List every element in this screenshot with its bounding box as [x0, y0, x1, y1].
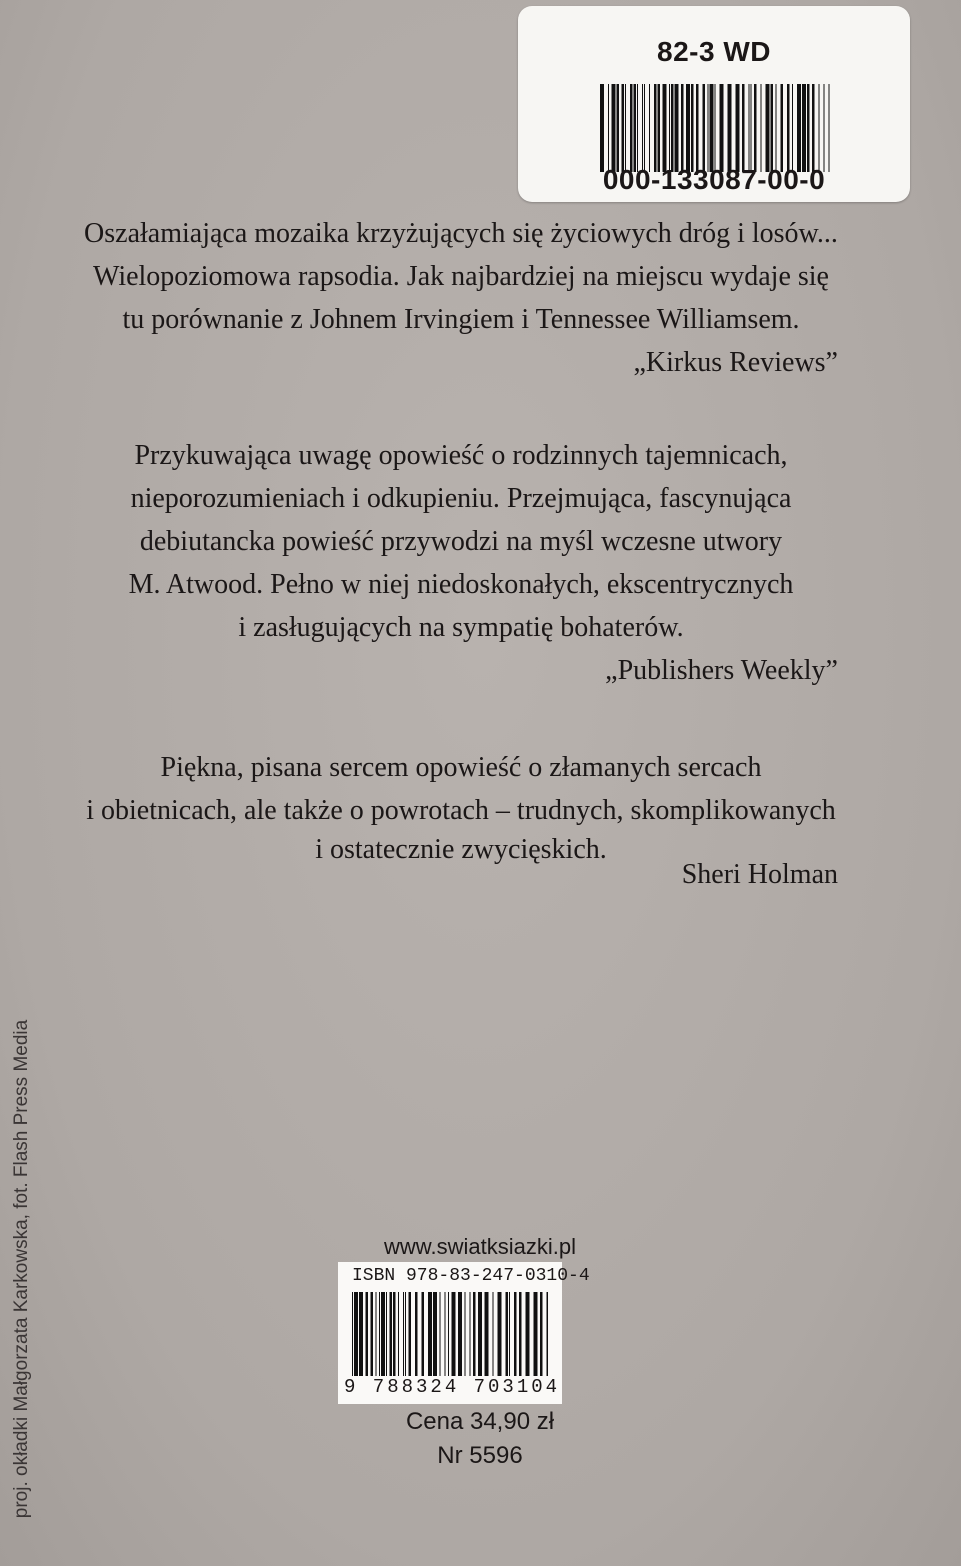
quote-line: tu porównanie z Johnem Irvingiem i Tennessee Williamsem.	[122, 304, 800, 335]
barcode-bar	[379, 1292, 380, 1376]
barcode-bar	[807, 84, 810, 172]
barcode-bar	[708, 84, 709, 172]
quote-source: „Kirkus Reviews”	[633, 347, 838, 378]
barcode-bar	[470, 1292, 471, 1376]
barcode-bar	[710, 84, 714, 172]
quote-line: Przykuwająca uwagę opowieść o rodzinnych tajemnicach,	[134, 440, 788, 471]
barcode-bar	[600, 84, 604, 172]
review-quote-publishers-weekly	[80, 434, 842, 692]
barcode-bar	[754, 84, 757, 172]
barcode-bar	[422, 1292, 425, 1376]
barcode-bar	[642, 84, 643, 172]
barcode-bar	[547, 1292, 549, 1376]
quote-line: i ostatecznie zwycięskich.	[315, 834, 607, 865]
barcode-bar	[663, 84, 667, 172]
quote-line: Wielopoziomowa rapsodia. Jak najbardziej na miejscu wydaje się	[93, 261, 829, 292]
barcode-bar	[829, 84, 830, 172]
barcode-bar	[669, 84, 670, 172]
barcode-bar	[671, 84, 674, 172]
barcode-bar	[403, 1292, 404, 1376]
barcode-bar	[654, 84, 657, 172]
barcode-bar	[458, 1292, 462, 1376]
cover-credit: proj. okładki Małgorzata Karkowska, fot. Flash Press Media	[11, 1019, 32, 1519]
barcode-bar	[686, 84, 690, 172]
barcode-bar	[514, 1292, 517, 1376]
barcode-bar	[376, 1292, 377, 1376]
barcode-bar	[608, 84, 609, 172]
barcode-bar	[715, 84, 716, 172]
barcode-bar	[749, 84, 750, 172]
barcode-bar	[371, 1292, 374, 1376]
barcode-bar	[415, 1292, 418, 1376]
isbn-barcode	[352, 1292, 548, 1376]
barcode-bar	[634, 84, 637, 172]
library-call-number: 82-3 WD	[657, 36, 771, 67]
barcode-bar	[644, 84, 645, 172]
review-quote-kirkus	[80, 212, 842, 384]
barcode-bar	[658, 84, 661, 172]
barcode-bar	[354, 1292, 358, 1376]
quote-line: nieporozumieniach i odkupieniu. Przejmująca, fascynująca	[130, 483, 792, 514]
quote-line: debiutancka powieść przywodzi na myśl wczesne utwory	[139, 526, 783, 557]
barcode-bar	[761, 84, 762, 172]
barcode-bar	[612, 84, 616, 172]
library-sticker	[518, 6, 910, 202]
quote-line: i obietnicach, ale także o powrotach – trudnych, skomplikowanych	[86, 795, 836, 826]
price: Cena 34,90 zł	[405, 1408, 555, 1435]
barcode-bar	[691, 84, 694, 172]
barcode-bar	[390, 1292, 393, 1376]
barcode-bar	[405, 1292, 406, 1376]
barcode-bar	[485, 1292, 489, 1376]
barcode-bar	[445, 1292, 446, 1376]
barcode-bar	[787, 84, 790, 172]
barcode-bar	[819, 84, 820, 172]
review-quote-sheri-holman	[80, 746, 842, 896]
barcode-bar	[728, 84, 732, 172]
barcode-bar	[812, 84, 815, 172]
barcode-bar	[509, 1292, 510, 1376]
barcode-bar	[540, 1292, 543, 1376]
barcode-bar	[824, 84, 825, 172]
barcode-bar	[766, 84, 770, 172]
barcode-bar	[797, 84, 801, 172]
library-barcode	[600, 84, 830, 172]
quote-line: M. Atwood. Pełno w niej niedoskonałych, ekscentrycznych	[128, 569, 794, 600]
barcode-bar	[398, 1292, 399, 1376]
barcode-bar	[703, 84, 706, 172]
barcode-bar	[792, 84, 793, 172]
barcode-bar	[359, 1292, 363, 1376]
barcode-bar	[498, 1292, 502, 1376]
barcode-bar	[681, 84, 684, 172]
barcode-bar	[386, 1292, 387, 1376]
barcode-bar	[433, 1292, 437, 1376]
barcode-bar	[736, 84, 740, 172]
barcode-bar	[742, 84, 745, 172]
isbn-label: ISBN 978-83-247-0310-4	[352, 1266, 590, 1286]
barcode-bar	[781, 84, 784, 172]
barcode-bar	[751, 84, 752, 172]
barcode-bar	[617, 84, 620, 172]
barcode-bar	[473, 1292, 476, 1376]
barcode-bar	[534, 1292, 538, 1376]
quote-source: „Publishers Weekly”	[605, 655, 838, 686]
barcode-bar	[393, 1292, 396, 1376]
barcode-bar	[675, 84, 679, 172]
barcode-bar	[771, 84, 774, 172]
barcode-bar	[802, 84, 806, 172]
barcode-bar	[478, 1292, 482, 1376]
barcode-bar	[440, 1292, 441, 1376]
publisher-website: www.swiatksiazki.pl	[384, 1234, 576, 1259]
barcode-bar	[720, 84, 724, 172]
barcode-bar	[637, 84, 638, 172]
catalog-number: Nr 5596	[437, 1442, 523, 1469]
library-barcode-number: 000-133087-00-0	[602, 164, 826, 195]
quote-line: Oszałamiająca mozaika krzyżujących się życiowych dróg i losów...	[84, 218, 838, 249]
barcode-bar	[493, 1292, 494, 1376]
barcode-bar	[630, 84, 633, 172]
isbn-barcode-box	[338, 1262, 590, 1404]
barcode-bar	[526, 1292, 530, 1376]
barcode-bar	[465, 1292, 466, 1376]
quote-line: i zasługujących na sympatię bohaterów.	[238, 612, 684, 643]
quote-line: Piękna, pisana sercem opowieść o złamanych sercach	[160, 752, 762, 783]
barcode-bar	[381, 1292, 385, 1376]
barcode-bar	[366, 1292, 369, 1376]
barcode-bar	[776, 84, 777, 172]
barcode-bar	[409, 1292, 412, 1376]
isbn-digits: 9 788324 703104	[344, 1376, 561, 1398]
quote-source: Sheri Holman	[681, 859, 838, 890]
barcode-bar	[696, 84, 699, 172]
barcode-bar	[649, 84, 650, 172]
barcode-bar	[622, 84, 625, 172]
barcode-bar	[519, 1292, 522, 1376]
barcode-bar	[352, 1292, 353, 1376]
barcode-bar	[452, 1292, 456, 1376]
barcode-bar	[506, 1292, 509, 1376]
barcode-bar	[448, 1292, 449, 1376]
barcode-bar	[625, 84, 626, 172]
barcode-bar	[428, 1292, 432, 1376]
